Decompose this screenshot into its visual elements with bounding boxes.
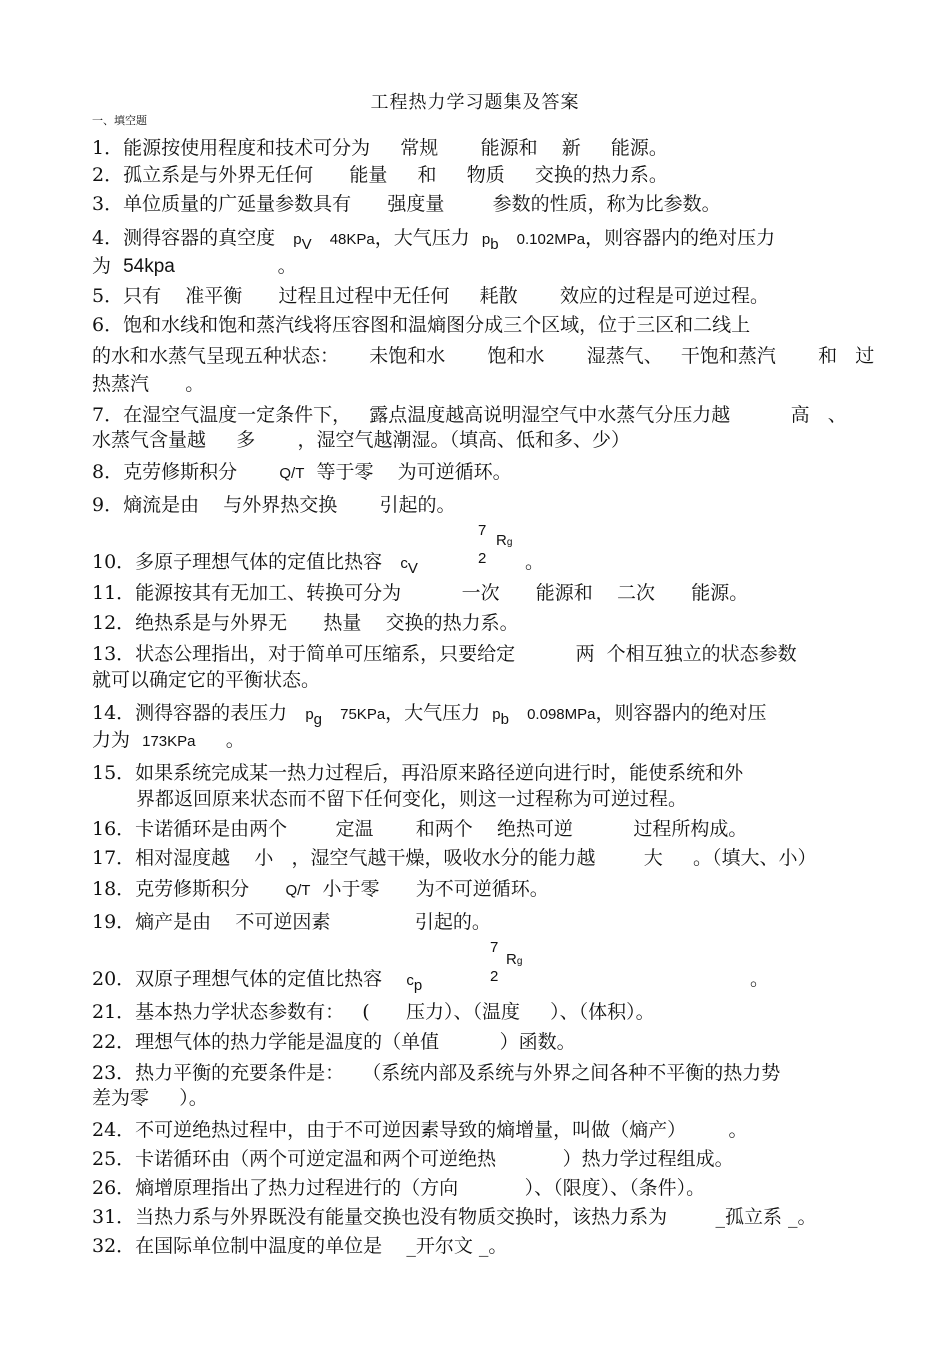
question-6-cont: 的水和水蒸气呈现五种状态： 未饱和水 饱和水 湿蒸气、 干饱和蒸汽 和 过 xyxy=(92,345,875,367)
question-4: 4．测得容器的真空度 $p_V$ 48KPa，大气压力 $p_b$ 0.102MPa，则容器内的绝对压力 xyxy=(92,227,776,253)
question-24: 24．不可逆绝热过程中，由于不可逆因素导致的熵增量，叫做（熵产） 。 xyxy=(92,1119,748,1141)
question-13-cont: 就可以确定它的平衡状态。 xyxy=(92,669,321,691)
question-31: 31．当热力系与外界既没有能量交换也没有物质交换时，该热力系为 _孤立系 _。 xyxy=(92,1206,817,1228)
question-10-end: 。 xyxy=(525,551,545,573)
question-20-end: 。 xyxy=(750,968,770,990)
question-3: 3．单位质量的广延量参数具有 强度量 参数的性质，称为比参数。 xyxy=(92,193,721,215)
answer-54kpa: 54kpa xyxy=(123,256,175,277)
question-1: 1．能源按使用程度和技术可分为 常规 能源和 新 能源。 xyxy=(92,137,668,159)
question-9: 9．熵流是由 与外界热交换 引起的。 xyxy=(92,494,456,516)
question-6-cont2: 热蒸汽 。 xyxy=(92,373,205,395)
question-26: 26．熵增原理指出了热力过程进行的（方向 ）、（限度）、（条件）。 xyxy=(92,1177,706,1199)
question-8: 8．克劳修斯积分 Q/T 等于零 为可逆循环。 xyxy=(92,461,512,483)
question-11: 11．能源按其有无加工、转换可分为 一次 能源和 二次 能源。 xyxy=(92,582,749,604)
fraction-denominator-2: 2 xyxy=(490,968,499,985)
gas-constant: Rg xyxy=(496,532,513,549)
question-4-cont: 为 54kpa 。 xyxy=(92,255,297,277)
question-15-cont: 界都返回原来状态而不留下任何变化，则这一过程称为可逆过程。 xyxy=(136,788,688,810)
question-14-cont: 力为 173KPa 。 xyxy=(92,729,245,751)
question-17: 17．相对湿度越 小 ，湿空气越干燥，吸收水分的能力越 大 。（填大、小） xyxy=(92,847,817,869)
question-16: 16．卡诺循环是由两个 定温 和两个 绝热可逆 过程所构成。 xyxy=(92,818,748,840)
question-18: 18．克劳修斯积分 Q/T 小于零 为不可逆循环。 xyxy=(92,878,549,900)
page-title: 工程热力学习题集及答案 xyxy=(370,92,580,113)
fraction-denominator: 2 xyxy=(478,550,487,567)
section-heading: 一、填空题 xyxy=(92,114,147,127)
question-20: 20．双原子理想气体的定值比热容 $c_p$ xyxy=(92,968,423,994)
question-23: 23．热力平衡的充要条件是： （系统内部及系统与外界之间各种不平衡的热力势 xyxy=(92,1062,781,1084)
question-5: 5．只有 准平衡 过程且过程中无任何 耗散 效应的过程是可逆过程。 xyxy=(92,285,769,307)
question-7: 7．在湿空气温度一定条件下， 露点温度越高说明湿空气中水蒸气分压力越 高 、 xyxy=(92,404,847,426)
question-19: 19．熵产是由 不可逆因素 引起的。 xyxy=(92,911,491,933)
question-6: 6．饱和水线和饱和蒸汽线将压容图和温熵图分成三个区域，位于三区和二线上 xyxy=(92,314,751,336)
question-14: 14．测得容器的表压力 $p_g$ 75KPa，大气压力 $p_b$ 0.098MPa，则容器内的绝对压 xyxy=(92,702,767,728)
fraction-numerator-2: 7 xyxy=(490,939,499,956)
question-22: 22．理想气体的热力学能是温度的（单值 ）函数。 xyxy=(92,1031,576,1053)
answer-173kpa: 173KPa xyxy=(142,733,196,750)
question-12: 12．绝热系是与外界无 热量 交换的热力系。 xyxy=(92,612,519,634)
question-13: 13．状态公理指出，对于简单可压缩系，只要给定 两 个相互独立的状态参数 xyxy=(92,643,797,665)
question-32: 32．在国际单位制中温度的单位是 _开尔文 _。 xyxy=(92,1235,508,1257)
fraction-numerator: 7 xyxy=(478,522,487,539)
question-23-cont: 差为零 ）。 xyxy=(92,1087,208,1109)
gas-constant-2: Rg xyxy=(506,951,523,968)
question-2: 2．孤立系是与外界无任何 能量 和 物质 交换的热力系。 xyxy=(92,164,668,186)
question-25: 25．卡诺循环由（两个可逆定温和两个可逆绝热 ）热力学过程组成。 xyxy=(92,1148,734,1170)
question-7-cont: 水蒸气含量越 多 ，湿空气越潮湿。（填高、低和多、少） xyxy=(92,429,630,451)
question-15: 15．如果系统完成某一热力过程后，再沿原来路径逆向进行时，能使系统和外 xyxy=(92,762,744,784)
question-10: 10．多原子理想气体的定值比热容 $c_V$ xyxy=(92,551,418,577)
question-21: 21．基本热力学状态参数有： ( 压力）、（温度 ）、（体积）。 xyxy=(92,1001,655,1023)
